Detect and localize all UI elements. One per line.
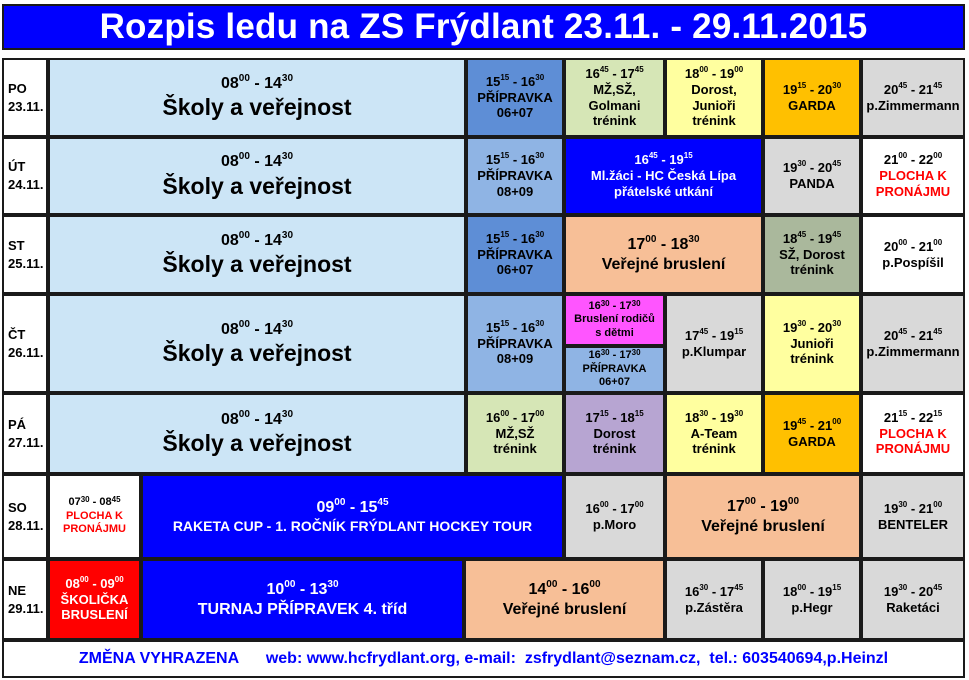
day-label-ne: NE 29.11. bbox=[2, 559, 48, 640]
slot-ne-raketaci: $19^{30} - 20^{45}$ Raketáci bbox=[861, 559, 965, 640]
slot-ne-zastera: $16^{30} - 17^{45}$ p.Zástěra bbox=[665, 559, 763, 640]
day-label-ct: ČT 26.11. bbox=[2, 294, 48, 393]
slot-ne-verejne: $14^{00} - 16^{00}$ Veřejné bruslení bbox=[464, 559, 665, 640]
slot-po-zimmermann: $20^{45} - 21^{45}$ p.Zimmermann bbox=[861, 58, 965, 137]
slot-pa-mz: $16^{00} - 17^{00}$ MŽ,SŽ trénink bbox=[466, 393, 564, 474]
slot-so-verejne: $17^{00} - 19^{00}$ Veřejné bruslení bbox=[665, 474, 861, 559]
slot-po-dorost: $18^{00} - 19^{00}$ Dorost, Junioři trénink bbox=[665, 58, 763, 137]
slot-st-skoly: $08^{00} - 14^{30}$ Školy a veřejnost bbox=[48, 215, 466, 294]
slot-ne-hegr: $18^{00} - 19^{15}$ p.Hegr bbox=[763, 559, 861, 640]
slot-so-plocha: $07^{30} - 08^{45}$ PLOCHA K PRONÁJMU bbox=[48, 474, 141, 559]
slot-st-pripravka: $15^{15} - 16^{30}$ PŘÍPRAVKA 06+07 bbox=[466, 215, 564, 294]
slot-ct-zimmermann: $20^{45} - 21^{45}$ p.Zimmermann bbox=[861, 294, 965, 393]
footer-note: ZMĚNA VYHRAZENA bbox=[78, 650, 240, 667]
slot-st-sz: $18^{45} - 19^{45}$ SŽ, Dorost trénink bbox=[763, 215, 861, 294]
page-title: Rozpis ledu na ZS Frýdlant 23.11. - 29.11.2015 bbox=[2, 4, 965, 50]
day-label-st: ST 25.11. bbox=[2, 215, 48, 294]
slot-ct-bruslenirodicu: $16^{30} - 17^{30}$ Bruslení rodičů s dětmi bbox=[564, 294, 665, 346]
footer-contact bbox=[2, 640, 965, 678]
slot-ct-skoly: $08^{00} - 14^{30}$ Školy a veřejnost bbox=[48, 294, 466, 393]
slot-ct-klumpar: $17^{45} - 19^{15}$ p.Klumpar bbox=[665, 294, 763, 393]
slot-po-mz: $16^{45} - 17^{45}$ MŽ,SŽ, Golmani trénink bbox=[564, 58, 665, 137]
slot-so-moro: $16^{00} - 17^{00}$ p.Moro bbox=[564, 474, 665, 559]
slot-ne-turnaj: $10^{00} - 13^{30}$ TURNAJ PŘÍPRAVEK 4. tříd bbox=[141, 559, 464, 640]
day-label-po: PO 23.11. bbox=[2, 58, 48, 137]
slot-so-raketa-cup: $09^{00} - 15^{45}$ RAKETA CUP - 1. ROČNÍK FRÝDLANT HOCKEY TOUR bbox=[141, 474, 564, 559]
slot-pa-dorost: $17^{15} - 18^{15}$ Dorost trénink bbox=[564, 393, 665, 474]
footer-web: web: www.hcfrydlant.org, e-mail: zsfrydlant@seznam.cz, tel.: 603540694,p.Heinzl bbox=[265, 650, 889, 667]
day-label-pa: PÁ 27.11. bbox=[2, 393, 48, 474]
slot-pa-plocha: $21^{15} - 22^{15}$ PLOCHA K PRONÁJMU bbox=[861, 393, 965, 474]
slot-so-benteler: $19^{30} - 21^{00}$ BENTELER bbox=[861, 474, 965, 559]
slot-pa-garda: $19^{45} - 21^{00}$ GARDA bbox=[763, 393, 861, 474]
slot-po-pripravka: $15^{15} - 16^{30}$ PŘÍPRAVKA 06+07 bbox=[466, 58, 564, 137]
slot-pa-ateam: $18^{30} - 19^{30}$ A-Team trénink bbox=[665, 393, 763, 474]
slot-ct-pripravka-2: $16^{30} - 17^{30}$ PŘÍPRAVKA 06+07 bbox=[564, 346, 665, 393]
day-label-ut: ÚT 24.11. bbox=[2, 137, 48, 215]
slot-ut-skoly: $08^{00} - 14^{30}$ Školy a veřejnost bbox=[48, 137, 466, 215]
slot-po-skoly: $08^{00} - 14^{30}$ Školy a veřejnost bbox=[48, 58, 466, 137]
slot-ne-skolicka: $08^{00} - 09^{00}$ ŠKOLIČKA BRUSLENÍ bbox=[48, 559, 141, 640]
slot-pa-skoly: $08^{00} - 14^{30}$ Školy a veřejnost bbox=[48, 393, 466, 474]
slot-ut-pripravka: $15^{15} - 16^{30}$ PŘÍPRAVKA 08+09 bbox=[466, 137, 564, 215]
slot-po-garda: $19^{15} - 20^{30}$ GARDA bbox=[763, 58, 861, 137]
slot-st-verejne: $17^{00} - 18^{30}$ Veřejné bruslení bbox=[564, 215, 763, 294]
slot-ut-panda: $19^{30} - 20^{45}$ PANDA bbox=[763, 137, 861, 215]
day-label-so: SO 28.11. bbox=[2, 474, 48, 559]
slot-ct-pripravka: $15^{15} - 16^{30}$ PŘÍPRAVKA 08+09 bbox=[466, 294, 564, 393]
slot-st-pospisil: $20^{00} - 21^{00}$ p.Pospíšil bbox=[861, 215, 965, 294]
slot-ct-juniori: $19^{30} - 20^{30}$ Junioři trénink bbox=[763, 294, 861, 393]
slot-ut-mlzaci: $16^{45} - 19^{15}$ Ml.žáci - HC Česká Lípa přátelské utkání bbox=[564, 137, 763, 215]
slot-ut-plocha: $21^{00} - 22^{00}$ PLOCHA K PRONÁJMU bbox=[861, 137, 965, 215]
